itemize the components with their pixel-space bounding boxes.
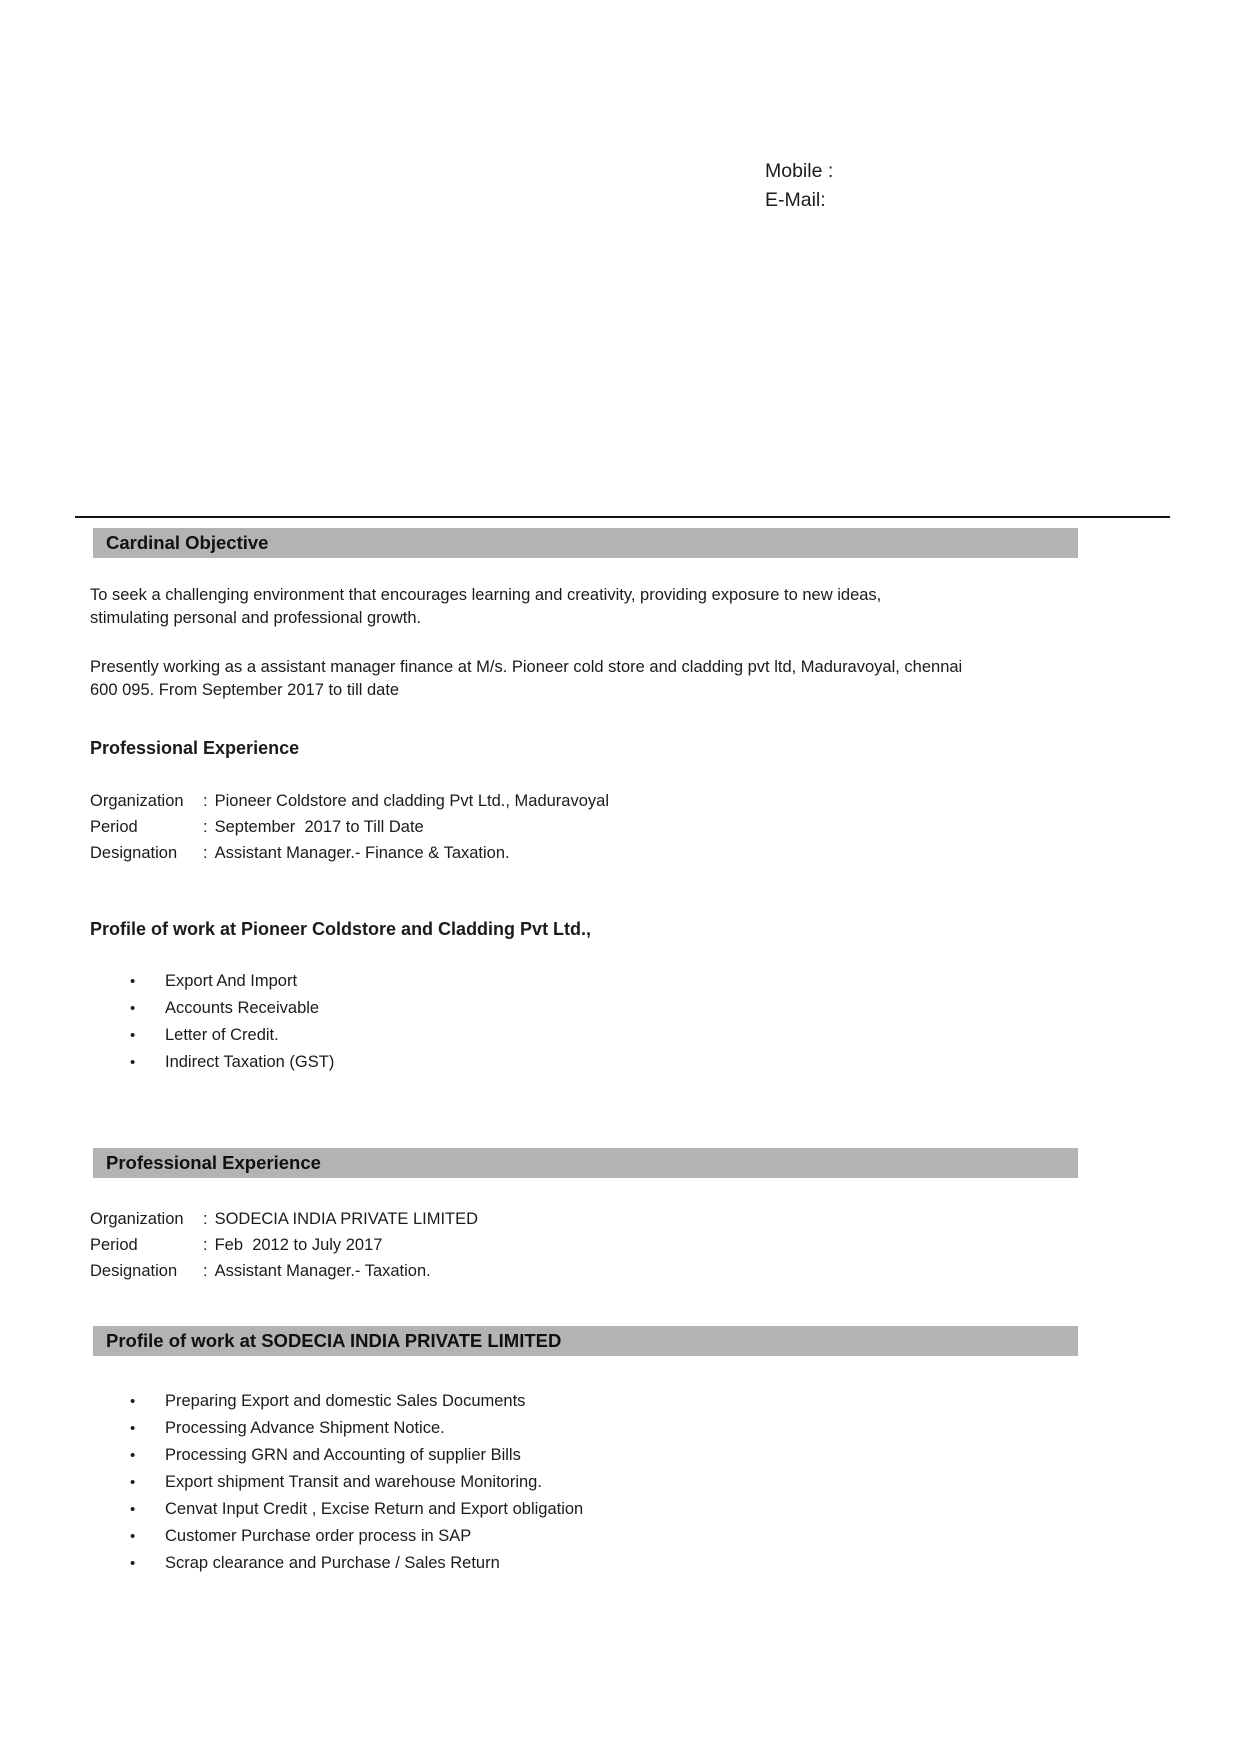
section-header-cardinal-objective: Cardinal Objective	[93, 528, 1078, 558]
colon-separator: :	[203, 844, 208, 862]
mobile-label: Mobile :	[765, 160, 834, 182]
present-role-line-2: 600 095. From September 2017 to till date	[90, 680, 400, 699]
bullet-item	[130, 1415, 583, 1442]
bullet-dot: •	[130, 973, 136, 990]
bullet-item	[130, 1550, 583, 1577]
bullet-item	[130, 1442, 583, 1469]
bullet-dot: •	[130, 1420, 136, 1437]
bullet-item	[130, 1496, 583, 1523]
organization-label: Organization	[90, 1210, 184, 1228]
organization-label: Organization	[90, 792, 184, 810]
pioneer-profile-bullet-list	[130, 968, 334, 1076]
section-header-sodecia-profile: Profile of work at SODECIA INDIA PRIVATE LIMITED	[93, 1326, 1078, 1356]
bullet-dot: •	[130, 1528, 136, 1545]
designation-label: Designation	[90, 844, 178, 862]
contact-block	[765, 157, 833, 215]
bullet-text: Export shipment Transit and warehouse Monitoring.	[165, 1473, 542, 1491]
designation-label: Designation	[90, 1262, 178, 1280]
bullet-text: Scrap clearance and Purchase / Sales Return	[165, 1554, 500, 1572]
bullet-text: Accounts Receivable	[165, 999, 320, 1017]
colon-separator: :	[203, 818, 208, 836]
email-label: E-Mail:	[765, 189, 826, 211]
designation-row	[90, 1258, 478, 1284]
section-header-professional-experience: Professional Experience	[93, 1148, 1078, 1178]
objective-paragraph	[90, 584, 881, 629]
bullet-dot: •	[130, 1474, 136, 1491]
heading-pioneer-profile: Profile of work at Pioneer Coldstore and Cladding Pvt Ltd.,	[90, 919, 592, 939]
bullet-dot: •	[130, 1000, 136, 1017]
colon-separator: :	[203, 1236, 208, 1254]
organization-row	[90, 788, 609, 814]
period-label: Period	[90, 818, 138, 836]
bullet-text: Cenvat Input Credit , Excise Return and Export obligation	[165, 1500, 584, 1518]
period-label: Period	[90, 1236, 138, 1254]
colon-separator: :	[203, 792, 208, 810]
bullet-text: Export And Import	[165, 972, 298, 990]
bullet-dot: •	[130, 1501, 136, 1518]
objective-line-2: stimulating personal and professional growth.	[90, 608, 422, 627]
present-role-paragraph	[90, 656, 962, 701]
organization-row	[90, 1206, 478, 1232]
bullet-text: Preparing Export and domestic Sales Documents	[165, 1392, 526, 1410]
objective-line-1: To seek a challenging environment that encourages learning and creativity, providing exposure to new ideas,	[90, 586, 882, 604]
period-row	[90, 814, 609, 840]
designation-row	[90, 840, 609, 866]
bullet-item	[130, 1469, 583, 1496]
horizontal-rule	[75, 516, 1170, 518]
bullet-text: Processing GRN and Accounting of supplier Bills	[165, 1446, 521, 1464]
bullet-item	[130, 1049, 334, 1076]
colon-separator: :	[203, 1210, 208, 1228]
bullet-dot: •	[130, 1447, 136, 1464]
designation-value: Assistant Manager.- Taxation.	[214, 1262, 431, 1280]
heading-professional-experience: Professional Experience	[90, 738, 300, 758]
bullet-dot: •	[130, 1393, 136, 1410]
period-value: September 2017 to Till Date	[214, 818, 424, 836]
bullet-text: Processing Advance Shipment Notice.	[165, 1419, 445, 1437]
bullet-text: Indirect Taxation (GST)	[165, 1053, 335, 1071]
organization-value: SODECIA INDIA PRIVATE LIMITED	[214, 1210, 479, 1228]
bullet-item	[130, 1523, 583, 1550]
bullet-dot: •	[130, 1054, 136, 1071]
bullet-item	[130, 995, 334, 1022]
organization-value: Pioneer Coldstore and cladding Pvt Ltd., Maduravoyal	[214, 792, 609, 810]
bullet-item	[130, 968, 334, 995]
bullet-item	[130, 1388, 583, 1415]
designation-value: Assistant Manager.- Finance & Taxation.	[214, 844, 510, 862]
sodecia-profile-bullet-list	[130, 1388, 583, 1577]
bullet-text: Customer Purchase order process in SAP	[165, 1527, 472, 1545]
bullet-dot: •	[130, 1027, 136, 1044]
previous-experience-details	[90, 1206, 478, 1284]
current-experience-details	[90, 788, 609, 866]
colon-separator: :	[203, 1262, 208, 1280]
bullet-item	[130, 1022, 334, 1049]
bullet-text: Letter of Credit.	[165, 1026, 279, 1044]
period-value: Feb 2012 to July 2017	[214, 1236, 383, 1254]
present-role-line-1: Presently working as a assistant manager finance at M/s. Pioneer cold store and cladding pvt ltd, Maduravoyal, chennai	[90, 658, 963, 676]
period-row	[90, 1232, 478, 1258]
bullet-dot: •	[130, 1555, 136, 1572]
